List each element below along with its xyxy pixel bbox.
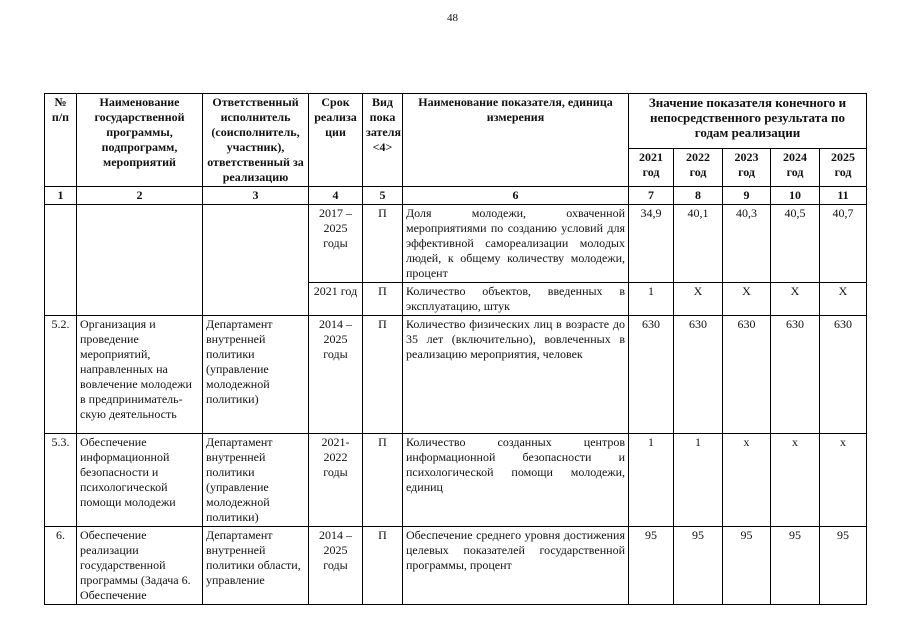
column-number: 11 [820,187,867,205]
header-year: 2022 год [674,149,723,187]
row-num: 5.3. [45,434,77,527]
row-type: П [363,316,403,434]
row-value: 95 [674,527,723,605]
column-number: 9 [723,187,771,205]
column-number: 8 [674,187,723,205]
table-row [45,205,867,283]
row-term: 2021- 2022 годы [309,434,363,527]
row-executor: Департамент внутренней политики области, управление [203,527,309,605]
row-value: 40,7 [820,205,867,283]
header-year: 2023 год [723,149,771,187]
row-value: х [723,434,771,527]
row-indicator: Количество созданных центров информационной безопасности и психологической помощи молодежи, единиц [403,434,629,527]
header-num: № п/п [45,94,77,187]
table-row [45,316,867,434]
row-num: 6. [45,527,77,605]
header-year: 2024 год [771,149,820,187]
row-value: 40,1 [674,205,723,283]
column-number: 2 [77,187,203,205]
column-number: 5 [363,187,403,205]
row-indicator: Обеспечение среднего уровня достижения целевых показателей государственной программы, процент [403,527,629,605]
row-type: П [363,283,403,316]
row-type: П [363,434,403,527]
header-executor: Ответственный исполнитель (соисполнитель, участник), ответственный за реализацию [203,94,309,187]
row-value: 630 [771,316,820,434]
column-number: 6 [403,187,629,205]
row-indicator: Доля молодежи, охваченной мероприятиями по созданию условий для эффективной самореализации молодых людей, к общему количеству молодежи, процент [403,205,629,283]
row-term: 2021 год [309,283,363,316]
row-value: х [771,434,820,527]
program-indicators-table [44,93,867,605]
row-value: Х [674,283,723,316]
header-year: 2025 год [820,149,867,187]
row-num [45,205,77,316]
row-num: 5.2. [45,316,77,434]
column-number-row [45,187,867,205]
row-executor [203,205,309,316]
row-executor: Департамент внутренней политики (управление молодежной политики) [203,434,309,527]
row-term: 2014 – 2025 годы [309,316,363,434]
column-number: 7 [629,187,674,205]
page-number: 48 [447,12,458,24]
row-value: 630 [629,316,674,434]
row-program: Обеспечение информационной безопасности и психологической помощи молодежи [77,434,203,527]
column-number: 10 [771,187,820,205]
row-value: 630 [820,316,867,434]
row-value: Х [723,283,771,316]
row-indicator: Количество физических лиц в возрасте до 35 лет (включительно), вовлеченных в реализацию мероприятия, человек [403,316,629,434]
row-value: 40,3 [723,205,771,283]
row-value: 95 [820,527,867,605]
column-number: 3 [203,187,309,205]
row-executor: Департамент внутренней политики (управление молодежной политики) [203,316,309,434]
row-term: 2017 – 2025 годы [309,205,363,283]
header-program: Наименование государственной программы, подпрограмм, мероприятий [77,94,203,187]
row-value: 95 [629,527,674,605]
row-value: Х [820,283,867,316]
header-values-group: Значение показателя конечного и непосредственного результата по годам реализации [629,94,867,149]
row-program: Организация и проведение мероприятий, направленных на вовлечение молодежи в предприниматель-скую деятельность [77,316,203,434]
row-indicator: Количество объектов, введенных в эксплуатацию, штук [403,283,629,316]
column-number: 4 [309,187,363,205]
row-value: 630 [723,316,771,434]
row-type: П [363,205,403,283]
table-row [45,527,867,605]
row-term: 2014 – 2025 годы [309,527,363,605]
row-value: 40,5 [771,205,820,283]
row-value: 95 [723,527,771,605]
table-row [45,434,867,527]
row-value: Х [771,283,820,316]
row-value: 1 [674,434,723,527]
row-value: 1 [629,283,674,316]
row-value: 1 [629,434,674,527]
row-program: Обеспечение реализации государственной программы (Задача 6. Обеспечение [77,527,203,605]
header-indicator-name: Наименование показателя, единица измерения [403,94,629,187]
header-year: 2021 год [629,149,674,187]
header-row [45,94,867,149]
row-value: 95 [771,527,820,605]
row-type: П [363,527,403,605]
row-value: 630 [674,316,723,434]
column-number: 1 [45,187,77,205]
header-term: Срок реализа ции [309,94,363,187]
row-value: 34,9 [629,205,674,283]
header-indicator-type: Вид пока зателя <4> [363,94,403,187]
row-value: х [820,434,867,527]
row-program [77,205,203,316]
